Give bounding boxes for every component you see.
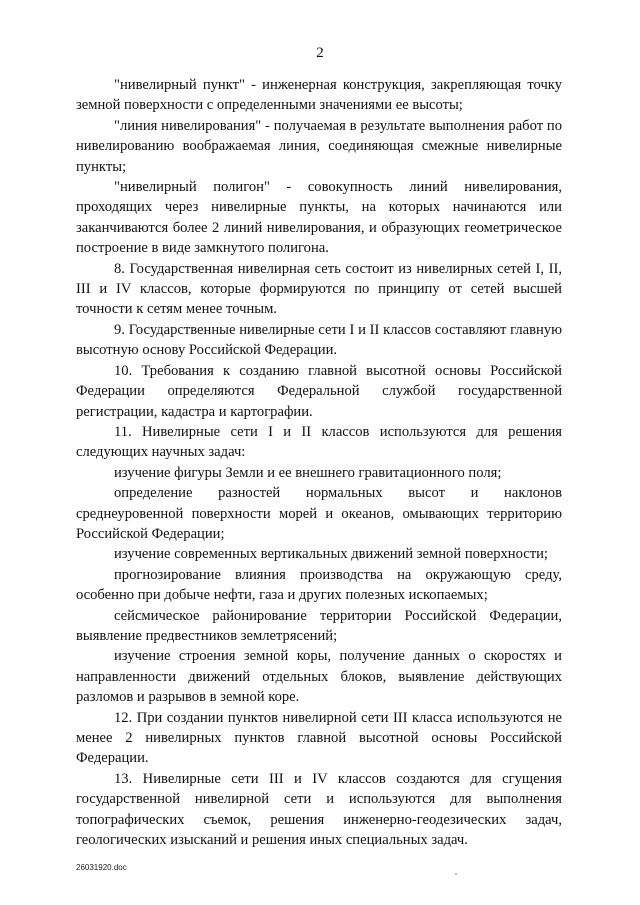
clause-11-task-2: определение разностей нормальных высот и наклонов среднеуровенной поверхности морей и океанов, омывающих территорию Российской Федерации; bbox=[76, 485, 562, 542]
clause-11-task-3: изучение современных вертикальных движений земной поверхности; bbox=[114, 546, 548, 563]
page-number: 2 bbox=[316, 45, 324, 61]
definition-leveling-point: "нивелирный пункт" - инженерная конструкция, закрепляющая точку земной поверхности с определенными значениями ее высоты; bbox=[76, 77, 562, 114]
document-body bbox=[76, 75, 562, 850]
clause-12: 12. При создании пунктов нивелирной сети III класса используются не менее 2 нивелирных пунктов главной высотной основы Российской Федерации. bbox=[76, 709, 562, 767]
scan-speck bbox=[455, 873, 457, 875]
definition-leveling-line: "линия нивелирования" - получаемая в результате выполнения работ по нивелированию воображаемая линия, соединяющая смежные нивелирные пункты; bbox=[76, 117, 562, 175]
definition-leveling-polygon: "нивелирный полигон" - совокупность линий нивелирования, проходящих через нивелирные пункты, на которых начинаются или заканчиваются более 2 линий нивелирования, и образующих геометрическое построение в виде замкнутого полигона. bbox=[76, 179, 562, 257]
clause-10: 10. Требования к созданию главной высотной основы Российской Федерации определяются Федеральной службой государственной регистрации, кадастра и картографии. bbox=[76, 362, 562, 420]
clause-11: 11. Нивелирные сети I и II классов используются для решения следующих научных задач: bbox=[76, 423, 562, 461]
clause-13: 13. Нивелирные сети III и IV классов создаются для сгущения государственной нивелирной сети и используются для выполнения топографических съемок, решения инженерно-геодезических задач, геологических изысканий и решения иных специальных задач. bbox=[76, 770, 562, 849]
clause-11-task-6: изучение строения земной коры, получение данных о скоростях и направленности движений отдельных блоков, выявление действующих разломов и разрывов в земной коре. bbox=[76, 648, 562, 706]
file-name-footer: 26031920.doc bbox=[76, 863, 127, 872]
clause-11-task-5: сейсмическое районирование территории Российской Федерации, выявление предвестников землетрясений; bbox=[76, 607, 562, 644]
clause-9: 9. Государственные нивелирные сети I и II классов составляют главную высотную основу Российской Федерации. bbox=[76, 321, 562, 359]
clause-11-task-4: прогнозирование влияния производства на окружающую среду, особенно при добыче нефти, газа и других полезных ископаемых; bbox=[76, 566, 562, 604]
clause-11-task-1: изучение фигуры Земли и ее внешнего гравитационного поля; bbox=[114, 464, 502, 481]
clause-8: 8. Государственная нивелирная сеть состоит из нивелирных сетей I, II, III и IV классов, которые формируются по принципу от сетей высшей точности к сетям менее точным. bbox=[76, 260, 562, 318]
